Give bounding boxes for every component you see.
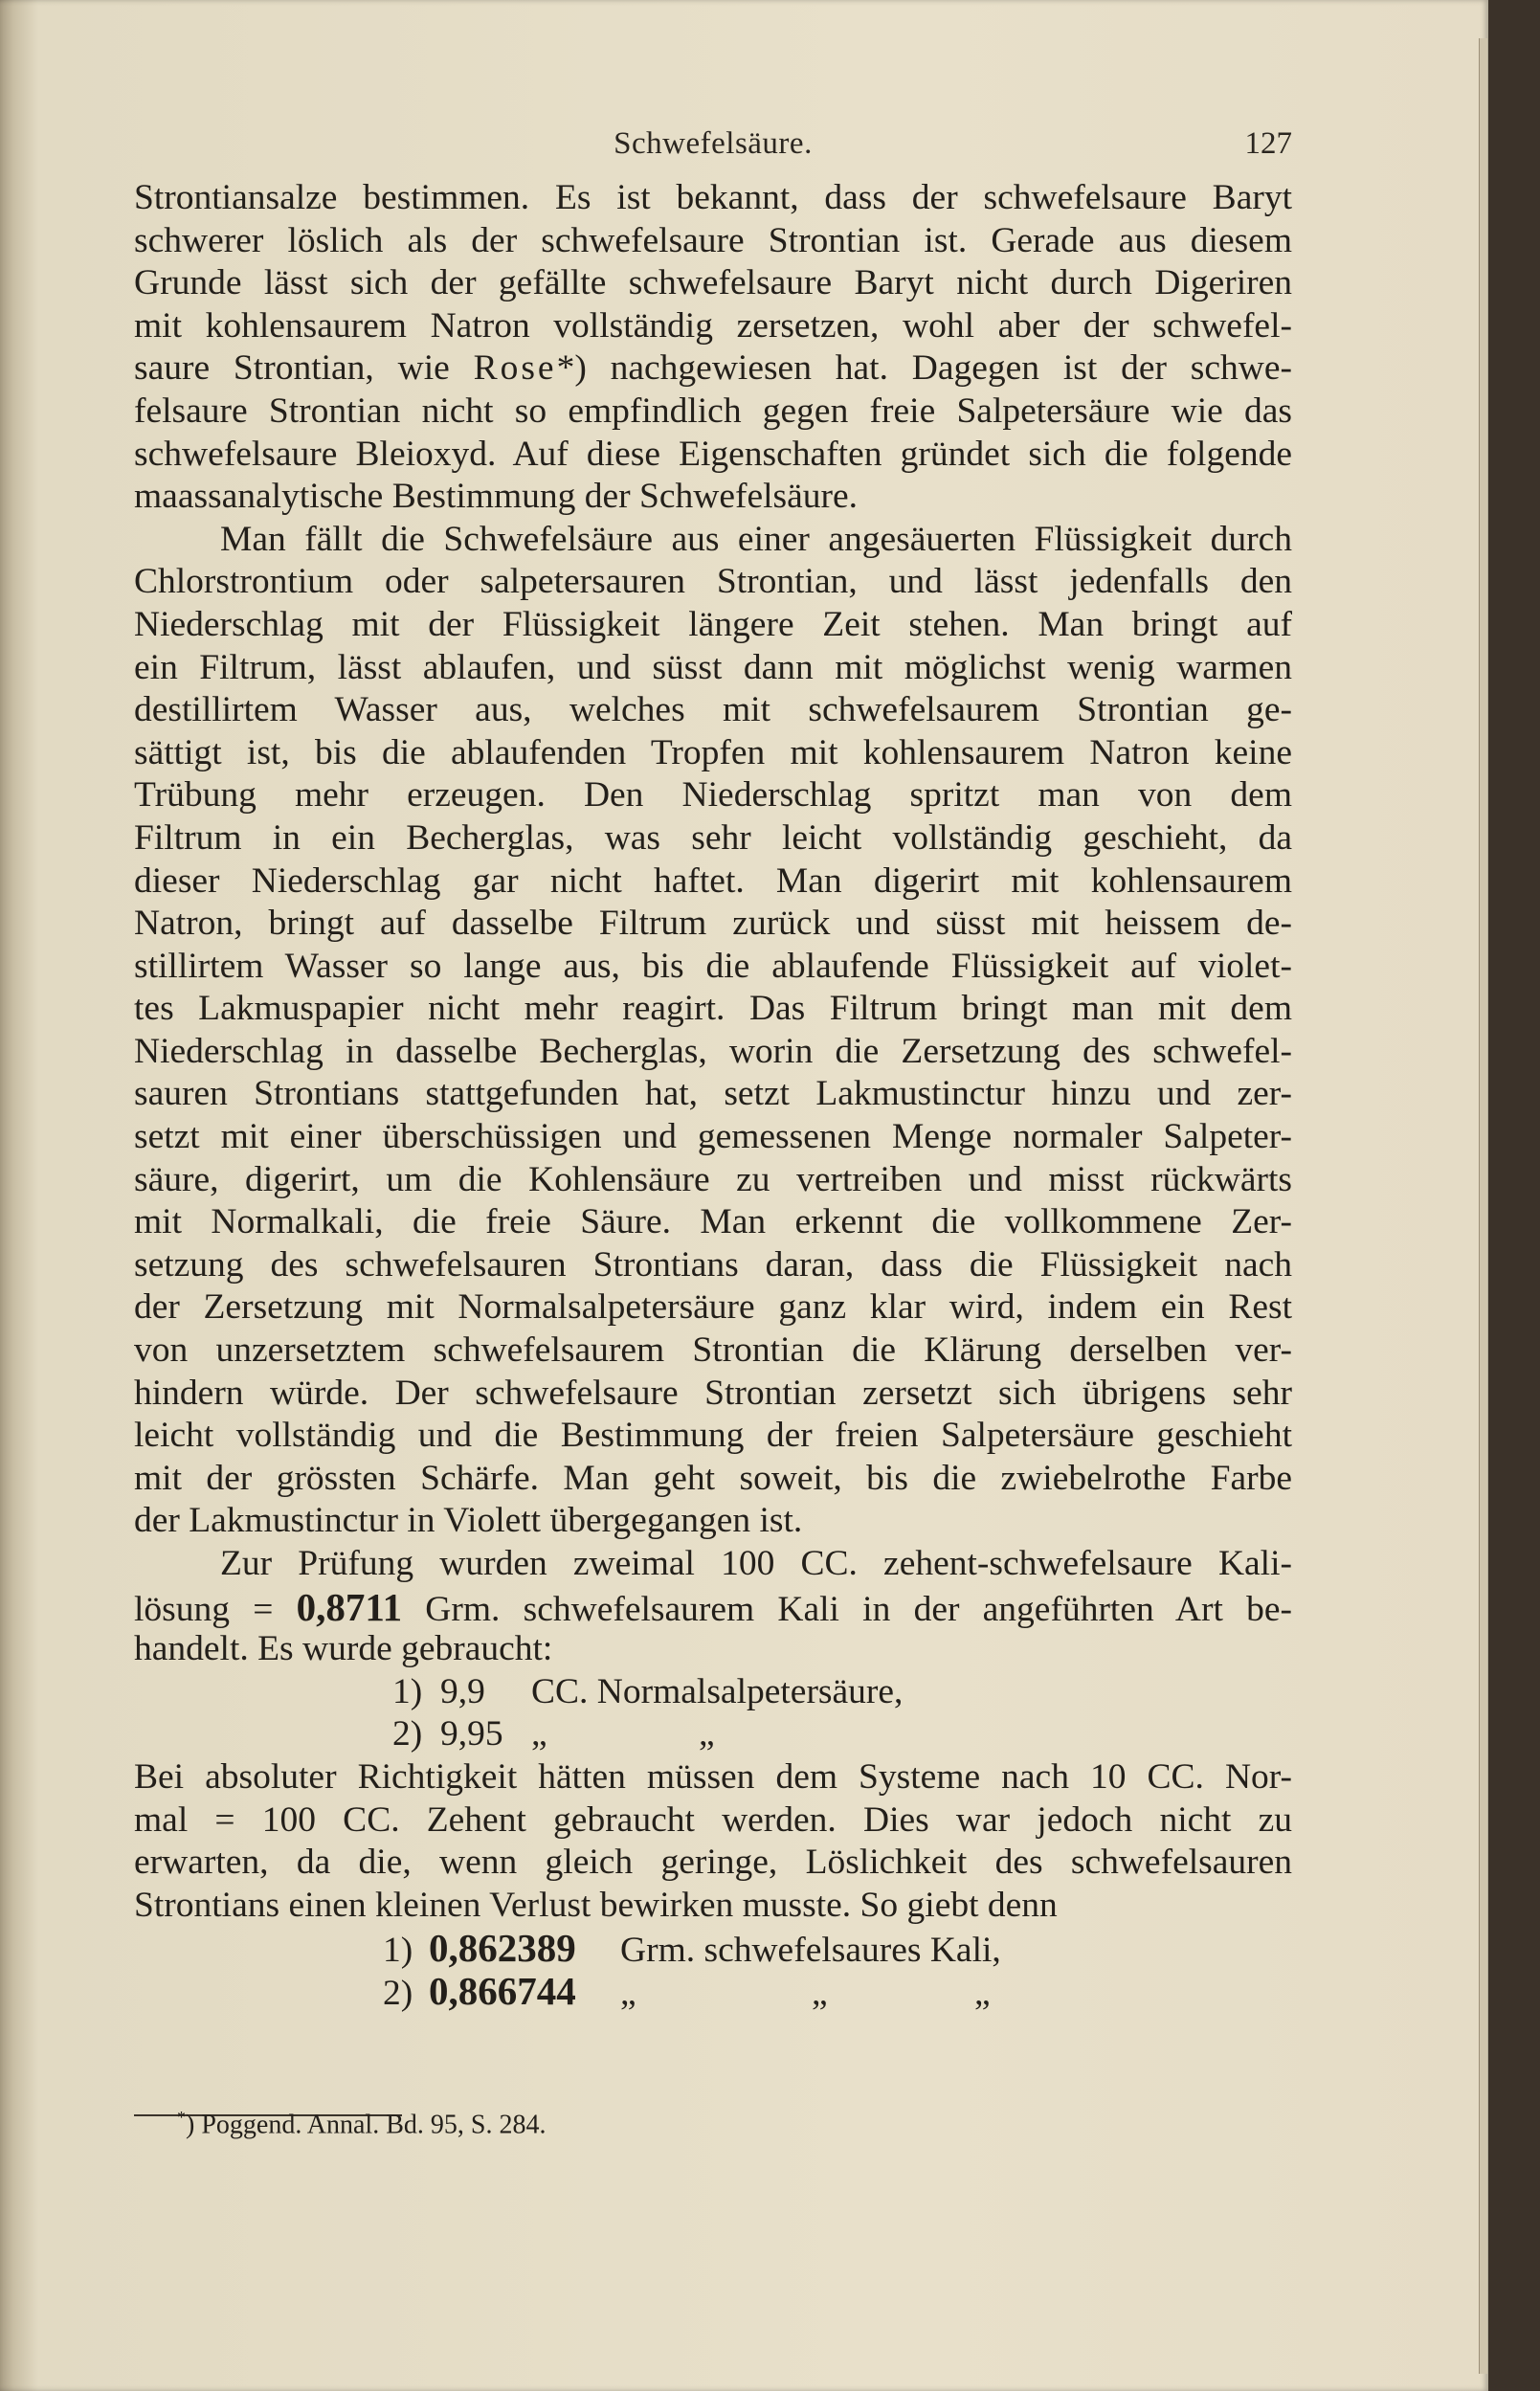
text-line: schwerer löslich als der schwefelsaure Strontian ist. Gerade aus diesem <box>134 220 1292 260</box>
list-value: 0,862389 <box>429 1926 576 1971</box>
text-line: der Lakmustinctur in Violett übergegangen ist. <box>134 1501 803 1541</box>
ditto-mark: „ <box>812 1973 828 2013</box>
text-line: handelt. Es wurde gebraucht: <box>134 1629 553 1669</box>
text-line: von unzersetztem schwefelsaurem Strontian die Klärung derselben ver- <box>134 1330 1292 1371</box>
ditto-mark: „ <box>531 1714 547 1754</box>
list-item <box>134 1671 1292 1714</box>
mass-value: 0,8711 <box>296 1584 403 1629</box>
list-value: 9,95 <box>440 1714 503 1754</box>
text-line: tes Lakmuspapier nicht mehr reagirt. Das Filtrum bringt man mit dem <box>134 989 1292 1029</box>
text-segment: Grm. schwefelsaurem Kali in der angeführten Art be- <box>402 1589 1292 1629</box>
text-line: Man fällt die Schwefelsäure aus einer angesäuerten Flüssigkeit durch <box>220 519 1292 559</box>
text-line: mit der grössten Schärfe. Man geht soweit, bis die zwiebelrothe Farbe <box>134 1458 1292 1498</box>
text-line: destillirtem Wasser aus, welches mit schwefelsaurem Strontian ge- <box>134 690 1292 730</box>
text-line: mal = 100 CC. Zehent gebraucht werden. Dies war jedoch nicht zu <box>134 1799 1292 1840</box>
text-segment: *) nachgewiesen hat. Dagegen ist der schwe- <box>556 348 1292 389</box>
text-line: maassanalytische Bestimmung der Schwefelsäure. <box>134 477 859 517</box>
text-line: Chlorstrontium oder salpetersauren Strontian, und lässt jedenfalls den <box>134 562 1292 602</box>
text-line: säure, digerirt, um die Kohlensäure zu vertreiben und misst rückwärts <box>134 1159 1292 1199</box>
list-value: 0,866744 <box>429 1968 576 2013</box>
list-number: 1) <box>383 1931 413 1971</box>
text-segment: saure Strontian, wie <box>134 348 474 389</box>
list-number: 1) <box>392 1671 423 1711</box>
footnote <box>177 2098 546 2144</box>
text-line: stillirtem Wasser so lange aus, bis die ablaufende Flüssigkeit auf violet- <box>134 946 1292 986</box>
text-line-with-name <box>134 347 1292 391</box>
footnote-text: ) Poggend. Annal. Bd. 95, S. 284. <box>186 2110 547 2140</box>
ditto-mark: „ <box>974 1973 991 2013</box>
text-line: setzt mit einer überschüssigen und gemessenen Menge normaler Salpeter- <box>134 1117 1292 1157</box>
text-line: mit Normalkali, die freie Säure. Man erkennt die vollkommene Zer- <box>134 1202 1292 1242</box>
text-line: Bei absoluter Richtigkeit hätten müssen dem Systeme nach 10 CC. Nor- <box>134 1756 1292 1797</box>
text-line: Strontiansalze bestimmen. Es ist bekannt, dass der schwefelsaure Baryt <box>134 178 1292 217</box>
text-line: der Zersetzung mit Normalsalpetersäure ganz klar wird, indem ein Rest <box>134 1287 1292 1328</box>
text-line: sättigt ist, bis die ablaufenden Tropfen mit kohlensaurem Natron keine <box>134 732 1292 772</box>
text-line: ein Filtrum, lässt ablaufen, und süsst dann mit möglichst wenig warmen <box>134 647 1292 687</box>
text-line: sauren Strontians stattgefunden hat, setzt Lakmustinctur hinzu und zer- <box>134 1074 1292 1114</box>
text-line: mit kohlensaurem Natron vollständig zersetzen, wohl aber der schwefel- <box>134 305 1292 346</box>
text-line: setzung des schwefelsauren Strontians daran, dass die Flüssigkeit nach <box>134 1244 1292 1285</box>
author-name: Rose <box>473 348 557 389</box>
body-text <box>134 177 1292 2013</box>
text-line-with-value <box>134 1586 1292 1629</box>
running-title: Schwefelsäure. <box>614 126 813 161</box>
text-line: dieser Niederschlag gar nicht haftet. Man digerirt mit kohlensaurem <box>134 860 1292 901</box>
footnote-marker: * <box>177 2108 186 2127</box>
ditto-mark: „ <box>620 1973 636 2013</box>
ditto-mark: „ <box>699 1714 715 1754</box>
text-line: erwarten, da die, wenn gleich geringe, Löslichkeit des schwefelsauren <box>134 1843 1292 1883</box>
text-line: Niederschlag mit der Flüssigkeit längere Zeit stehen. Man bringt auf <box>134 604 1292 644</box>
list-unit: CC. Normalsalpetersäure, <box>531 1671 904 1711</box>
text-line: leicht vollständig und die Bestimmung der freien Salpetersäure geschieht <box>134 1416 1292 1456</box>
text-line: Filtrum in ein Becherglas, was sehr leicht vollständig geschieht, da <box>134 817 1292 858</box>
list-item <box>134 1713 1292 1756</box>
text-line: Strontians einen kleinen Verlust bewirken musste. So giebt denn <box>134 1885 1058 1925</box>
text-line: hindern würde. Der schwefelsaure Strontian zersetzt sich übrigens sehr <box>134 1373 1292 1413</box>
text-line: schwefelsaure Bleioxyd. Auf diese Eigenschaften gründet sich die folgende <box>134 434 1292 474</box>
page-number: 127 <box>1244 126 1292 161</box>
text-line: Niederschlag in dasselbe Becherglas, worin die Zersetzung des schwefel- <box>134 1031 1292 1071</box>
text-segment: lösung = <box>134 1589 297 1629</box>
list-number: 2) <box>392 1714 423 1754</box>
text-line: Trübung mehr erzeugen. Den Niederschlag spritzt man von dem <box>134 775 1292 816</box>
list-value: 9,9 <box>440 1671 485 1711</box>
text-line: Grunde lässt sich der gefällte schwefelsaure Baryt nicht durch Digeriren <box>134 263 1292 303</box>
list-unit: Grm. schwefelsaures Kali, <box>620 1931 1001 1971</box>
page-edge <box>1479 38 1487 2374</box>
text-line: Natron, bringt auf dasselbe Filtrum zurück und süsst mit heissem de- <box>134 904 1292 944</box>
list-item <box>134 1970 1292 2013</box>
list-item <box>134 1927 1292 1970</box>
list-number: 2) <box>383 1973 413 2013</box>
text-line: Zur Prüfung wurden zweimal 100 CC. zehent-schwefelsaure Kali- <box>220 1544 1292 1583</box>
page-header <box>134 126 1292 174</box>
text-line: felsaure Strontian nicht so empfindlich gegen freie Salpetersäure wie das <box>134 391 1292 431</box>
